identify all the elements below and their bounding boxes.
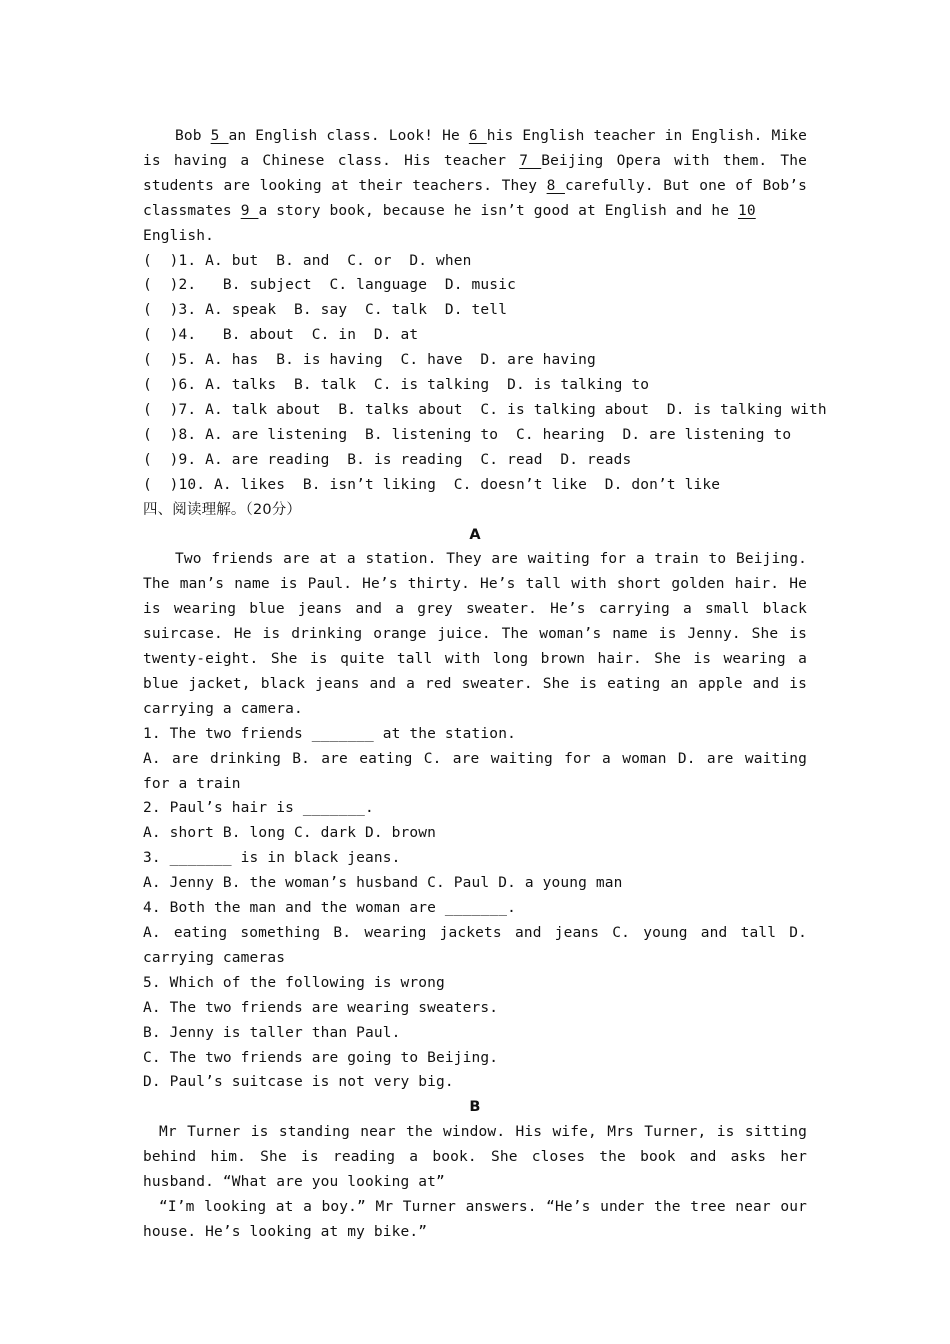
passage-b-paragraph-2: “I’m looking at a boy.” Mr Turner answers. “He’s under the tree near our house. He’s looking at my bike.” [143,1198,807,1240]
cloze-question-7: ( )7. A. talk about B. talks about C. is talking about D. is talking with [143,401,827,418]
question-1: 1. The two friends _______ at the station. [143,725,516,742]
passage-text: an English class. Look! He [228,128,469,144]
blank-6: 6 [468,128,487,144]
blank-8: 8 [546,177,565,194]
question-5-option-a: A. The two friends are wearing sweaters. [143,999,499,1016]
cloze-question-3: ( )3. A. speak B. say C. talk D. tell [143,302,508,319]
question-3: 3. _______ is in black jeans. [143,850,401,867]
passage-a: Two friends are at a station. They are waiting for a train to Beijing. The man’s name is Paul. He’s thirty. He’s tall with short golden hair. He is wearing blue jeans and a grey sweater. He’s carrying a small black suircase. He is drinking orange juice. The woman’s name is Jenny. She is twenty-eight. She is quite tall with long brown hair. She is wearing a blue jacket, black jeans and a red sweater. She is eating an apple and is carrying a camera. [143,551,807,717]
question-2: 2. Paul’s hair is _______. [143,800,374,817]
cloze-question-9: ( )9. A. are reading B. is reading C. read D. reads [143,451,632,468]
question-5-option-b: B. Jenny is taller than Paul. [143,1024,401,1041]
question-5-option-c: C. The two friends are going to Beijing. [143,1049,499,1066]
cloze-question-1: ( )1. A. but B. and C. or D. when [143,252,472,269]
question-4-options: A. eating something B. wearing jackets and jeans C. young and tall D. carrying cameras [143,925,807,966]
passage-text: Beijing Opera with them. The students are looking at their teachers. They [143,152,808,194]
cloze-question-5: ( )5. A. has B. is having C. have D. are having [143,352,596,369]
blank-10: 10 [737,202,756,219]
passage-text: Bob [175,128,211,144]
blank-9: 9 [240,202,259,219]
question-3-options: A. Jenny B. the woman’s husband C. Paul D. a young man [143,875,623,892]
passage-text: English. [143,227,215,244]
passage-b-heading: B [469,1099,481,1116]
blank-7: 7 [519,152,542,169]
passage-text: his English teacher in English. Mike is having a Chinese class. His teacher [143,128,807,169]
cloze-question-8: ( )8. A. are listening B. listening to C. hearing D. are listening to [143,426,792,443]
cloze-question-10: ( )10. A. likes B. isn’t liking C. doesn’t like D. don’t like [143,476,721,493]
passage-b-paragraph-1: Mr Turner is standing near the window. His wife, Mrs Turner, is sitting behind him. She is reading a book. She closes the book and asks her husband. “What are you looking at” [143,1124,807,1191]
cloze-question-6: ( )6. A. talks B. talk C. is talking D. is talking to [143,377,650,394]
cloze-passage [143,124,807,249]
question-1-options: A. are drinking B. are eating C. are waiting for a woman D. are waiting for a train [143,750,807,792]
passage-text: a story book, because he isn’t good at English and he [258,202,738,219]
question-4: 4. Both the man and the woman are _______. [143,900,516,917]
blank-5: 5 [210,128,229,144]
question-5-option-d: D. Paul’s suitcase is not very big. [143,1074,454,1091]
question-5: 5. Which of the following is wrong [143,974,445,991]
cloze-question-4: ( )4. B. about C. in D. at [143,327,419,344]
cloze-question-2: ( )2. B. subject C. language D. music [143,277,516,294]
passage-a-heading: A [469,526,481,543]
section-title: 四、阅读理解。（20分） [143,501,301,518]
document-page [143,124,827,1245]
question-2-options: A. short B. long C. dark D. brown [143,825,437,842]
passage-text: carefully. But one of Bob’s classmates [143,177,807,219]
